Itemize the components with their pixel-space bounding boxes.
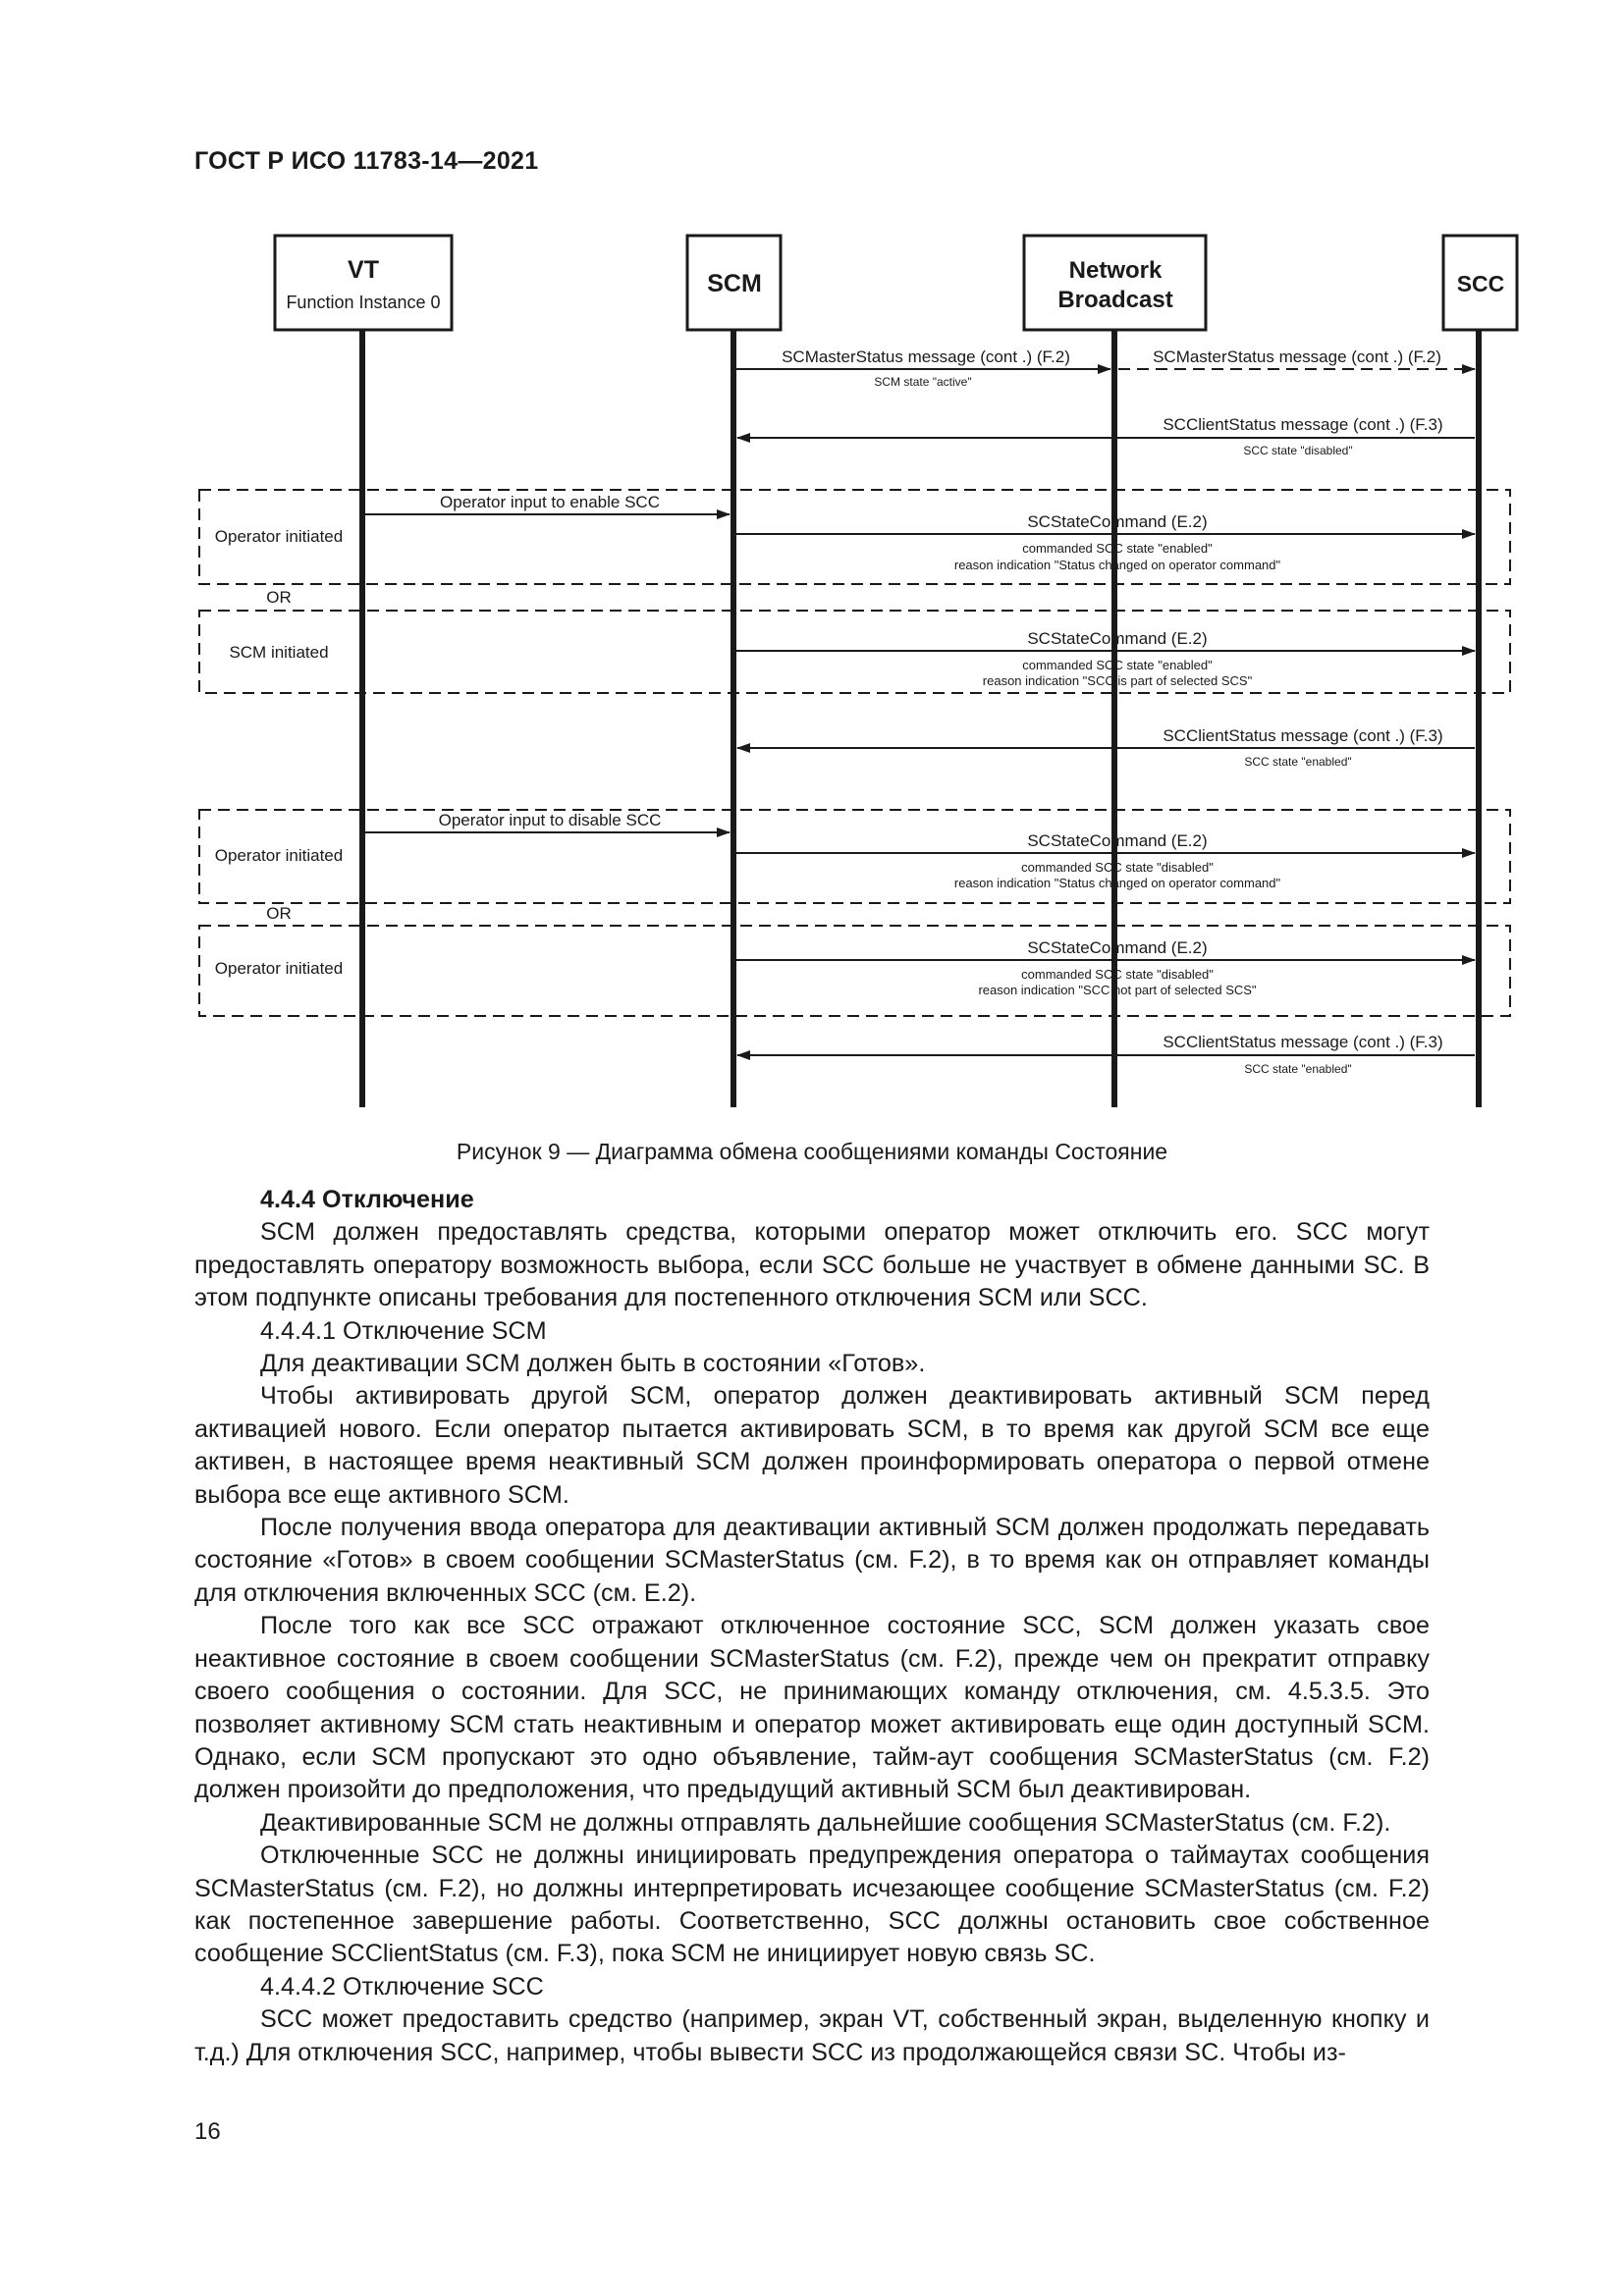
sequence-diagram xyxy=(0,0,1624,1119)
paragraph: SCM должен предоставлять средства, которыми оператор может отключить его. SCC могут предоставлять оператору возможность выбора, если SCC больше не участвует в обмене данными SC. В этом подпункте описаны требования для постепенного отключения SCM или SCC. xyxy=(194,1218,1430,1312)
scm-title: SCM xyxy=(707,270,762,297)
nb-title-line1: Network xyxy=(1068,257,1163,284)
g4-note2: reason indication "SCC not part of selected SCS" xyxy=(978,983,1257,997)
message-scclientstatus-enabled-2 xyxy=(737,1033,1475,1076)
subsection-heading: 4.4.4.2 Отключение SCC xyxy=(260,1972,544,2001)
m4-note: SCC state "enabled" xyxy=(1244,1062,1352,1076)
paragraph: Отключенные SCC не должны инициировать предупреждения оператора о таймаутах сообщения SCMasterStatus (см. F.2), но должны интерпретировать исчезающее сообщение SCMasterStatus (см. F.2) как постепенное завершение работы. Соответственно, SCC должны остановить свое собственное сообщение SCClientStatus (см. F.3), пока SCM не инициирует новую связь SC. xyxy=(194,1842,1430,1968)
lifeline-scc xyxy=(1443,236,1517,1107)
or-separator-1: OR xyxy=(266,588,292,607)
m3-note: SCC state "enabled" xyxy=(1244,755,1352,769)
g2-note1: commanded SCC state "enabled" xyxy=(1022,658,1213,672)
g3-input: Operator input to disable SCC xyxy=(438,811,662,829)
group-operator-disable xyxy=(199,810,1510,903)
scc-title: SCC xyxy=(1456,271,1505,296)
paragraph: Для деактивации SCM должен быть в состоянии «Готов». xyxy=(260,1350,926,1378)
g4-label: Operator initiated xyxy=(214,959,344,978)
paragraph: SCC может предоставить средство (например, экран VT, собственный экран, выделенную кнопку и т.д.) Для отключения SCC, например, чтобы вывести SCC из продолжающейся связи SC. Чтобы из- xyxy=(194,2005,1430,2066)
g3-cmd: SCStateCommand (E.2) xyxy=(1027,831,1208,850)
g4-note1: commanded SCC state "disabled" xyxy=(1021,967,1214,982)
nb-title-line2: Broadcast xyxy=(1057,287,1173,313)
section-heading: 4.4.4 Отключение xyxy=(260,1186,474,1213)
m3-label: SCClientStatus message (cont .) (F.3) xyxy=(1163,726,1443,745)
g1-note2: reason indication "Status changed on operator command" xyxy=(953,558,1281,572)
group-operator-disable-scs xyxy=(199,926,1510,1016)
g4-cmd: SCStateCommand (E.2) xyxy=(1027,938,1208,957)
m1a-label: SCMasterStatus message (cont .) (F.2) xyxy=(782,347,1070,366)
vt-subtitle: Function Instance 0 xyxy=(286,293,441,312)
g2-note2: reason indication "SCC is part of selected SCS" xyxy=(982,673,1253,688)
g3-note1: commanded SCC state "disabled" xyxy=(1021,860,1214,875)
lifeline-scm xyxy=(687,236,781,1107)
vt-title: VT xyxy=(348,256,379,284)
m1b-label: SCMasterStatus message (cont .) (F.2) xyxy=(1153,347,1441,366)
message-scclientstatus-disabled xyxy=(737,415,1475,457)
figure-caption: Рисунок 9 — Диаграмма обмена сообщениями команды Состояние xyxy=(456,1139,1168,1164)
m1-note: SCM state "active" xyxy=(874,375,972,389)
g1-label: Operator initiated xyxy=(214,527,344,546)
paragraph: После того как все SCC отражают отключенное состояние SCC, SCM должен указать свое неактивное состояние в своем сообщении SCMasterStatus (см. F.2), прежде чем он прекратит отправку своего сообщения о состоянии. Для SCC, не принимающих команду отключения, см. 4.5.3.5. Это позволяет активному SCM стать неактивным и оператор может активировать еще один доступный SCM. Однако, если SCM пропускают это одно объявление, тайм-аут сообщения SCMasterStatus (см. F.2) должен произойти до предположения, что предыдущий активный SCM был деактивирован. xyxy=(194,1612,1430,1804)
g3-note2: reason indication "Status changed on operator command" xyxy=(953,876,1281,890)
group-operator-enable xyxy=(199,490,1510,584)
paragraph: Деактивированные SCM не должны отправлять дальнейшие сообщения SCMasterStatus (см. F.2). xyxy=(260,1808,1391,1837)
document-header: ГОСТ Р ИСО 11783-14—2021 xyxy=(194,147,539,175)
paragraph: Чтобы активировать другой SCM, оператор должен деактивировать активный SCM перед активацией нового. Если оператор пытается активировать SCM, в то время как другой SCM все еще активен, в настоящее время неактивный SCM должен проинформировать оператора о первой отмене выбора все еще активного SCM. xyxy=(194,1382,1430,1509)
or-separator-2: OR xyxy=(266,904,292,923)
g1-note1: commanded SCC state "enabled" xyxy=(1022,541,1213,556)
g2-label: SCM initiated xyxy=(229,643,329,662)
paragraph: После получения ввода оператора для деактивации активный SCM должен продолжать передавать состояние «Готов» в своем сообщении SCMasterStatus (см. F.2), в то время как он отправляет команды для отключения включенных SCC (см. E.2). xyxy=(194,1514,1430,1607)
g3-label: Operator initiated xyxy=(214,846,344,865)
g1-input: Operator input to enable SCC xyxy=(440,493,660,511)
m4-label: SCClientStatus message (cont .) (F.3) xyxy=(1163,1033,1443,1051)
message-scclientstatus-enabled-1 xyxy=(737,726,1475,769)
message-scmasterstatus xyxy=(736,347,1475,389)
g2-cmd: SCStateCommand (E.2) xyxy=(1027,629,1208,648)
page-number: 16 xyxy=(194,2118,221,2145)
g1-cmd: SCStateCommand (E.2) xyxy=(1027,512,1208,531)
body-text xyxy=(194,1184,1430,2069)
subsection-heading: 4.4.4.1 Отключение SCM xyxy=(260,1316,547,1345)
m2-note: SCC state "disabled" xyxy=(1243,444,1353,457)
group-scm-enable xyxy=(199,611,1510,693)
m2-label: SCClientStatus message (cont .) (F.3) xyxy=(1163,415,1443,434)
